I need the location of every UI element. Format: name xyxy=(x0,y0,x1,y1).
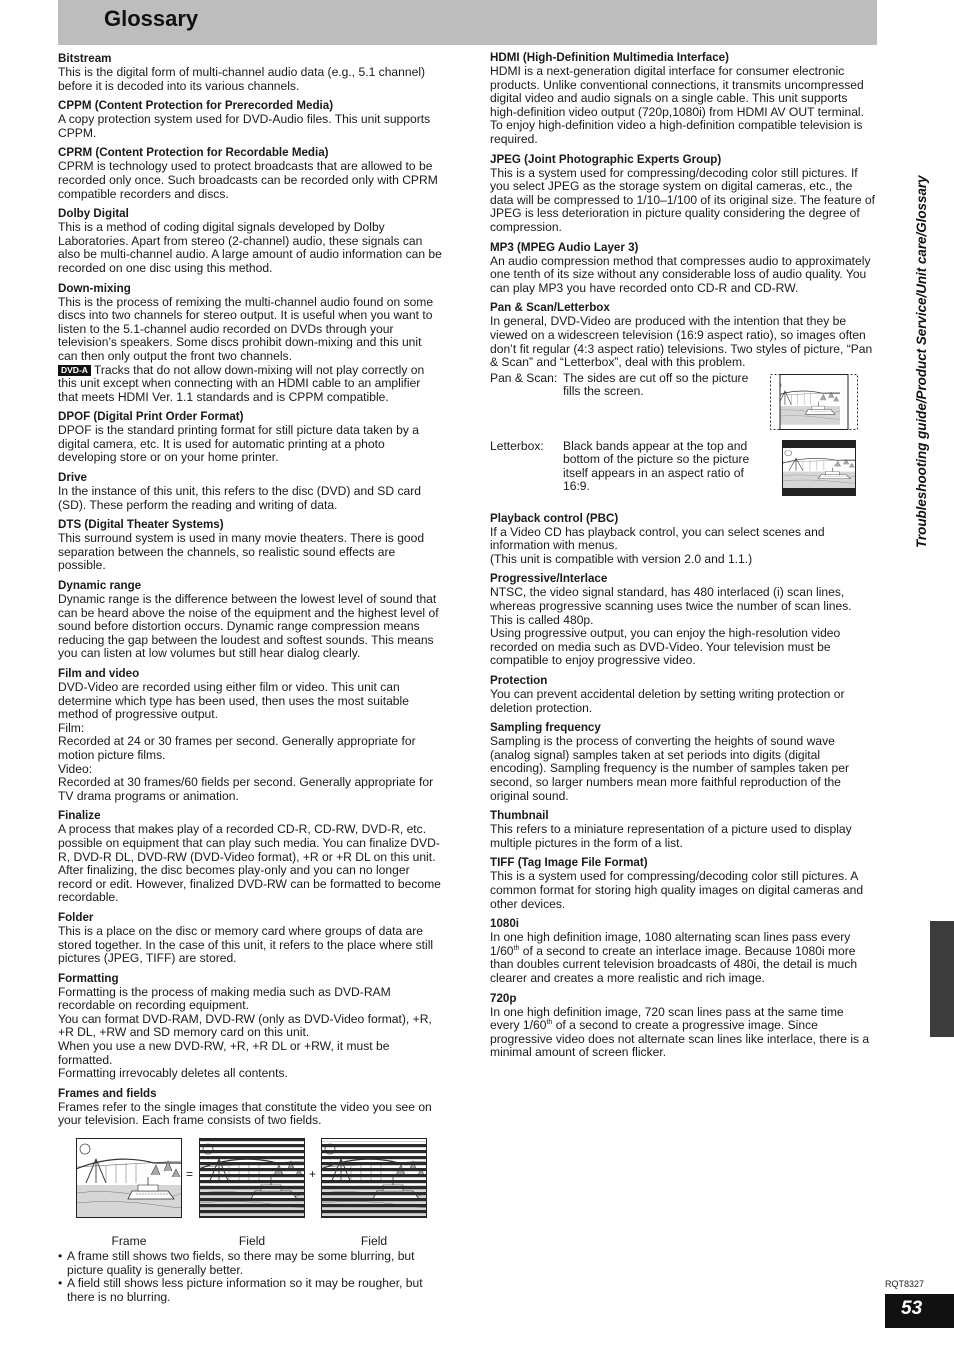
term-down-mixing: Down-mixing xyxy=(58,281,131,295)
term-tiff: TIFF (Tag Image File Format) xyxy=(490,856,648,870)
plus-sign: + xyxy=(309,1167,317,1182)
definition-formatting: Formatting is the process of making media such as DVD-RAM recordable on recording equipment. xyxy=(58,984,391,1013)
definition-720p-part-a: In one high definition image, 720 scan lines pass at the same time every 1/60 xyxy=(490,1004,844,1033)
term-playback-control: Playback control (PBC) xyxy=(490,511,619,525)
definition-1080i-part-a: In one high definition image, 1080 alternating scan lines pass every 1/60 xyxy=(490,930,851,958)
section-tab-marker xyxy=(930,921,954,1037)
letterbox-example xyxy=(490,440,876,506)
bullet-field-still: • A field still shows less picture information so it may be rougher, but there is no blurring. xyxy=(58,1277,443,1304)
section-side-title: Troubleshooting guide/Product Service/Unit care/Glossary xyxy=(914,175,929,548)
definition-thumbnail: This refers to a miniature representation of a picture used to display multiple pictures in the form of a list. xyxy=(490,822,852,850)
term-sampling-frequency: Sampling frequency xyxy=(490,721,601,735)
pan-scan-example xyxy=(490,372,876,438)
definition-1080i xyxy=(490,931,876,985)
definition-formatting-4: Formatting irrevocably deletes all contents. xyxy=(58,1066,288,1081)
definition-dpof: DPOF is the standard printing format for still picture data taken by a digital camera, etc. It is used for automatic printing at a photo developing store or on your home printer. xyxy=(58,423,419,465)
definition-formatting-2: You can format DVD-RAM, DVD-RW (only as DVD-Video format), +R, +R DL, +RW and SD memory card on this unit. xyxy=(58,1011,432,1040)
bullet-frame-still: • A frame still shows two fields, so there may be some blurring, but picture quality is generally better. xyxy=(58,1250,443,1277)
definition-dts: This surround system is used in many movie theaters. There is good separation between the channels, so realistic sound effects are possible. xyxy=(58,531,425,573)
definition-cppm: A copy protection system used for DVD-Audio files. This unit supports CPPM. xyxy=(58,112,431,140)
letterbox-label: Letterbox: xyxy=(490,438,544,453)
term-folder: Folder xyxy=(58,910,94,924)
document-code: RQT8327 xyxy=(885,1279,925,1289)
definition-folder: This is a place on the disc or memory card where groups of data are stored together. In the case of this unit, it refers to the place where still pictures (JPEG, TIFF) are stored. xyxy=(58,923,434,966)
right-column xyxy=(490,51,876,1060)
caption-frame: Frame xyxy=(111,1234,147,1249)
field-illustration-2 xyxy=(321,1138,427,1218)
term-dolby-digital: Dolby Digital xyxy=(58,207,129,221)
term-frames-and-fields: Frames and fields xyxy=(58,1086,157,1100)
term-bitstream: Bitstream xyxy=(58,52,112,65)
term-dpof: DPOF (Digital Print Order Format) xyxy=(58,410,244,424)
letterbox-illustration xyxy=(782,440,856,496)
definition-frames-and-fields: Frames refer to the single images that constitute the video you see on your television. Each frame consists of two fields. xyxy=(58,1099,432,1128)
definition-720p xyxy=(490,1006,876,1060)
page-number: 53 xyxy=(901,1298,923,1319)
definition-dolby-digital: This is a method of coding digital signals developed by Dolby Laboratories. Apart from stereo (2-channel) audio, these signals can also be multi-channel audio. A large amount of audio information can be recorded on one disc using this method. xyxy=(58,220,442,275)
term-dynamic-range: Dynamic range xyxy=(58,579,142,593)
definition-playback-control: If a Video CD has playback control, you can select scenes and information with menus. xyxy=(490,524,825,553)
definition-playback-control-2: (This unit is compatible with version 2.0 and 1.1.) xyxy=(490,551,753,566)
left-column xyxy=(58,52,443,1304)
definition-sampling-frequency: Sampling is the process of converting the heights of sound wave (analog signal) samples taken at set periods into digits (digital encoding). Sampling frequency is the number of samples taken per second, so larger numbers mean more faithful reproduction of the original sound. xyxy=(490,734,849,803)
film-text: Recorded at 24 or 30 frames per second. Generally appropriate for motion picture films. xyxy=(58,734,416,762)
definition-mp3: An audio compression method that compresses audio to approximately one tenth of its size without any considerable loss of audio quality. You can play MP3 you have recorded onto CD-R and CD-RW. xyxy=(490,253,871,295)
term-jpeg: JPEG (Joint Photographic Experts Group) xyxy=(490,152,722,166)
term-progressive-interlace: Progressive/Interlace xyxy=(490,572,608,586)
pan-scan-label: Pan & Scan: xyxy=(490,370,558,385)
definition-cprm: CPRM is technology used to protect broadcasts that are allowed to be recorded only once. Such broadcasts can be recorded only with CPRM compatible recorders and discs. xyxy=(58,159,438,201)
term-film-and-video: Film and video xyxy=(58,667,140,680)
term-dts: DTS (Digital Theater Systems) xyxy=(58,518,224,532)
frame-field-diagram xyxy=(58,1138,443,1250)
definition-down-mixing: This is the process of remixing the multi-channel audio found on some discs into two channels for stereo output. It is useful when you want to listen to the 5.1-channel audio recorded on DVDs through your television’s speakers. Some discs prohibit down-mixing and this unit can then only output the front two channels. xyxy=(58,294,434,363)
definition-jpeg: This is a system used for compressing/decoding color still pictures. If you select JPEG as the storage system on digital cameras, etc., the data will be compressed to 1/10–1/100 of its original size. The feature of JPEG is less deterioration in picture quality considering the degree of compression. xyxy=(490,165,875,234)
term-mp3: MP3 (MPEG Audio Layer 3) xyxy=(490,240,639,254)
term-thumbnail: Thumbnail xyxy=(490,809,549,823)
frame-illustration xyxy=(76,1138,182,1218)
down-mixing-note-text: Tracks that do not allow down-mixing will not play correctly on this unit except when connecting with an HDMI cable to an amplifier that meets HDMI Ver. 1.1 standards and is CPPM compatible. xyxy=(58,362,425,404)
page-title: Glossary xyxy=(104,6,199,31)
term-720p: 720p xyxy=(490,991,517,1005)
dvd-a-badge: DVD-A xyxy=(58,365,91,376)
title-bar xyxy=(58,0,877,45)
definition-pan-scan-letterbox: In general, DVD-Video are produced with the intention that they be viewed on a widescreen television (16:9 aspect ratio), so images often don’t fit regular (4:3 aspect ratio) televisions. Two styles of picture, “Pan & Scan” and “Letterbox”, deal with this problem. xyxy=(490,314,873,370)
pan-scan-illustration xyxy=(770,374,858,430)
frames-bullets xyxy=(58,1250,443,1304)
definition-finalize-2: After finalizing, the disc becomes play-only and you can no longer record or edit. However, finalized DVD-RW can be formatted to become recordable. xyxy=(58,863,441,905)
caption-field-1: Field xyxy=(238,1234,266,1249)
term-drive: Drive xyxy=(58,471,88,485)
definition-progressive-interlace-2: Using progressive output, you can enjoy the high-resolution video recorded on media such as DVD-Video. Your television must be compatible to enjoy progressive video. xyxy=(490,626,841,668)
definition-progressive-interlace: NTSC, the video signal standard, has 480 interlaced (i) scan lines, whereas progressive scanning uses twice the number of scan lines. This is called 480p. xyxy=(490,585,852,627)
caption-field-2: Field xyxy=(360,1234,388,1249)
term-pan-scan-letterbox: Pan & Scan/Letterbox xyxy=(490,301,610,315)
letterbox-text: Black bands appear at the top and bottom of the picture so the picture itself appears in an aspect ratio of 16:9. xyxy=(563,438,750,494)
term-cppm: CPPM (Content Protection for Prerecorded Media) xyxy=(58,99,334,113)
definition-finalize: A process that makes play of a recorded CD-R, CD-RW, DVD-R, etc. possible on equipment that can play such media. You can finalize DVD-R, DVD-R DL, DVD-RW (DVD-Video format), +R or +R DL on this unit. xyxy=(58,822,440,864)
superscript-th: th xyxy=(546,1019,553,1027)
term-formatting: Formatting xyxy=(58,971,119,985)
term-finalize: Finalize xyxy=(58,809,101,823)
definition-dynamic-range: Dynamic range is the difference between the lowest level of sound that can be heard above the noise of the equipment and the highest level of sound before distortion occurs. Dynamic range compression means reducing the gap between the loudest and softest sounds. This means you can listen at low volumes but still hear dialog clearly. xyxy=(58,592,439,661)
page-number-box xyxy=(885,1294,954,1328)
film-label: Film: xyxy=(58,720,85,735)
definition-1080i-part-b: of a second to create an interlace image. Because 1080i more than doubles current television broadcasts of 480i, the detail is much clearer and creates a more realistic and rich image. xyxy=(490,943,858,985)
definition-720p-part-b: of a second to create a progressive image. Since progressive video does not alternate scan lines like interlace, there is a minimal amount of screen flicker. xyxy=(490,1018,870,1060)
video-label: Video: xyxy=(58,761,93,776)
video-text: Recorded at 30 frames/60 fields per second. Generally appropriate for TV drama programs or animation. xyxy=(58,775,434,803)
definition-tiff: This is a system used for compressing/decoding color still pictures. A common format for storing high quality images on digital cameras and other devices. xyxy=(490,869,864,911)
field-illustration-1 xyxy=(199,1138,305,1218)
definition-drive: In the instance of this unit, this refers to the disc (DVD) and SD card (SD). These perform the reading and writing of data. xyxy=(58,484,421,512)
term-1080i: 1080i xyxy=(490,917,520,931)
definition-bitstream: This is the digital form of multi-channel audio data (e.g., 5.1 channel) before it is decoded into its various channels. xyxy=(58,65,426,93)
superscript-th: th xyxy=(513,944,520,952)
definition-formatting-3: When you use a new DVD-RW, +R, +R DL or +RW, it must be formatted. xyxy=(58,1039,390,1067)
pan-scan-text: The sides are cut off so the picture fills the screen. xyxy=(563,370,749,399)
term-protection: Protection xyxy=(490,674,548,688)
equals-sign: = xyxy=(186,1167,194,1182)
term-cprm: CPRM (Content Protection for Recordable Media) xyxy=(58,146,329,160)
definition-film-and-video: DVD-Video are recorded using either film or video. This unit can determine which type has been used, then uses the most suitable method of progressive output. xyxy=(58,680,409,722)
term-hdmi: HDMI (High-Definition Multimedia Interface) xyxy=(490,51,729,64)
down-mixing-note xyxy=(58,364,443,405)
definition-hdmi: HDMI is a next-generation digital interface for consumer electronic products. Unlike conventional connections, it transmits uncompressed digital video and audio signals on a single cable. This unit supports high-definition video output (720p,1080i) from HDMI AV OUT terminal. To enjoy high-definition video a high-definition compatible television is required. xyxy=(490,64,864,146)
definition-protection: You can prevent accidental deletion by setting writing protection or deletion protection. xyxy=(490,687,845,715)
